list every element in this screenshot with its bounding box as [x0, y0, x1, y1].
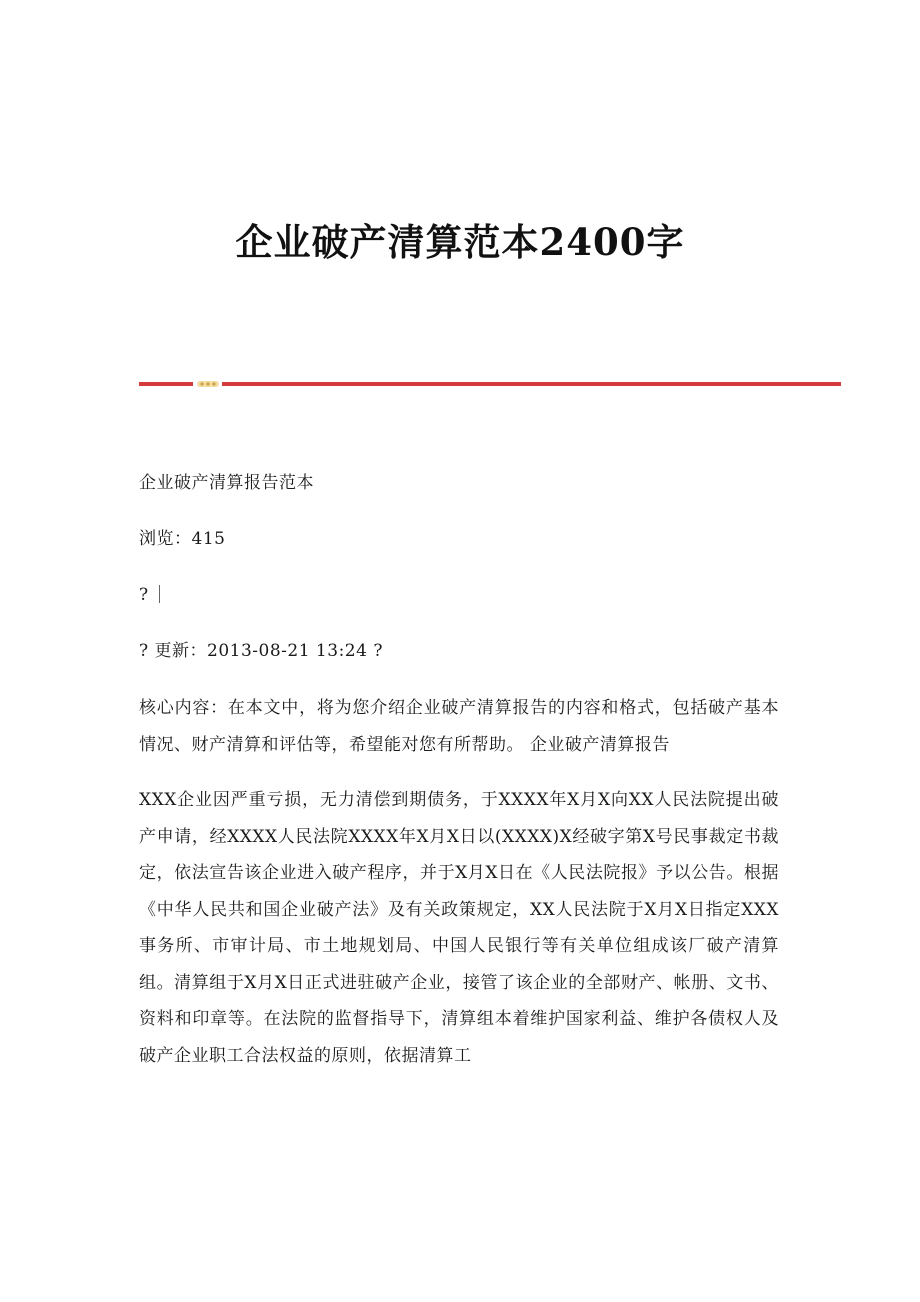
divider-left-segment [139, 382, 193, 386]
document-title: 企业破产清算范本2400字 [235, 220, 685, 264]
divider-right-segment [222, 382, 841, 386]
divider-ornament-icon [197, 380, 219, 388]
marker-text: ? [139, 585, 149, 605]
report-subtitle: 企业破产清算报告范本 [139, 473, 314, 493]
summary-paragraph: 核心内容：在本文中，将为您介绍企业破产清算报告的内容和格式，包括破产基本情况、财产清算和评估等，希望能对您有所帮助。 企业破产清算报告 [139, 698, 779, 755]
body-paragraph: XXX企业因严重亏损，无力清偿到期债务，于XXXX年X月X向XX人民法院提出破产申请，经XXXX人民法院XXXX年X月X日以(XXXX)X经破字第X号民事裁定书裁定，依法宣告该企业进入破产程序，并于X月X日在《人民法院报》予以公告。根据《中华人民共和国企业破产法》及有关政策规定，XX人民法院于X月X日指定XXX事务所、市审计局、市土地规划局、中国人民银行等有关单位组成该厂破产清算组。清算组于X月X日正式进驻破产企业，接管了该企业的全部财产、帐册、文书、资料和印章等。在法院的监督指导下，清算组本着维护国家利益、维护各债权人及破产企业职工合法权益的原则，依据清算工 [139, 790, 779, 1066]
document-body [139, 466, 779, 1093]
marker-line [139, 578, 779, 634]
view-count: 浏览：415 [139, 529, 226, 549]
text-cursor-icon [159, 585, 160, 603]
title-divider [139, 380, 841, 388]
update-time: ? 更新：2013-08-21 13:24 ? [139, 641, 383, 661]
